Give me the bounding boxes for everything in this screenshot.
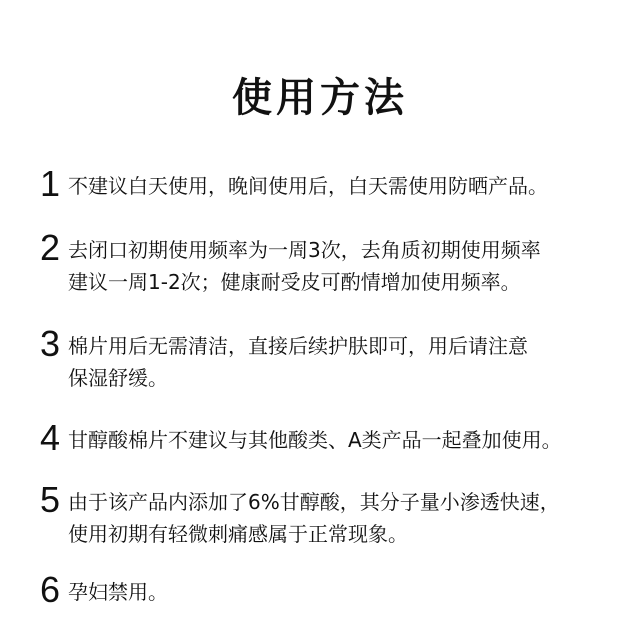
item-text-line: 甘醇酸棉片不建议与其他酸类、A类产品一起叠加使用。 [68,428,562,452]
item-number: 2 [40,227,61,268]
item-text-line: 不建议白天使用，晚间使用后，白天需使用防晒产品。 [68,174,548,198]
item-text-line: 由于该产品内添加了6%甘醇酸，其分子量小渗透快速， [68,490,560,514]
item-number: 1 [40,163,61,204]
item-text-line: 棉片用后无需清洁，直接后续护肤即可，用后请注意 [68,334,528,358]
item-text [68,576,610,608]
item-number: 4 [40,417,61,458]
item-number: 6 [40,569,61,610]
page-title: 使用方法 [232,75,408,121]
item-text [68,234,610,298]
item-number: 3 [40,323,61,364]
item-text-line: 去闭口初期使用频率为一周3次，去角质初期使用频率 [68,238,541,262]
item-text-line: 保湿舒缓。 [68,366,168,390]
item-text [68,424,610,456]
item-text [68,330,610,394]
item-text [68,170,610,202]
item-text-line: 使用初期有轻微刺痛感属于正常现象。 [68,522,408,546]
item-text [68,486,610,550]
item-number: 5 [40,479,61,520]
item-text-line: 孕妇禁用。 [68,580,168,604]
item-text-line: 建议一周1-2次；健康耐受皮可酌情增加使用频率。 [68,270,521,294]
